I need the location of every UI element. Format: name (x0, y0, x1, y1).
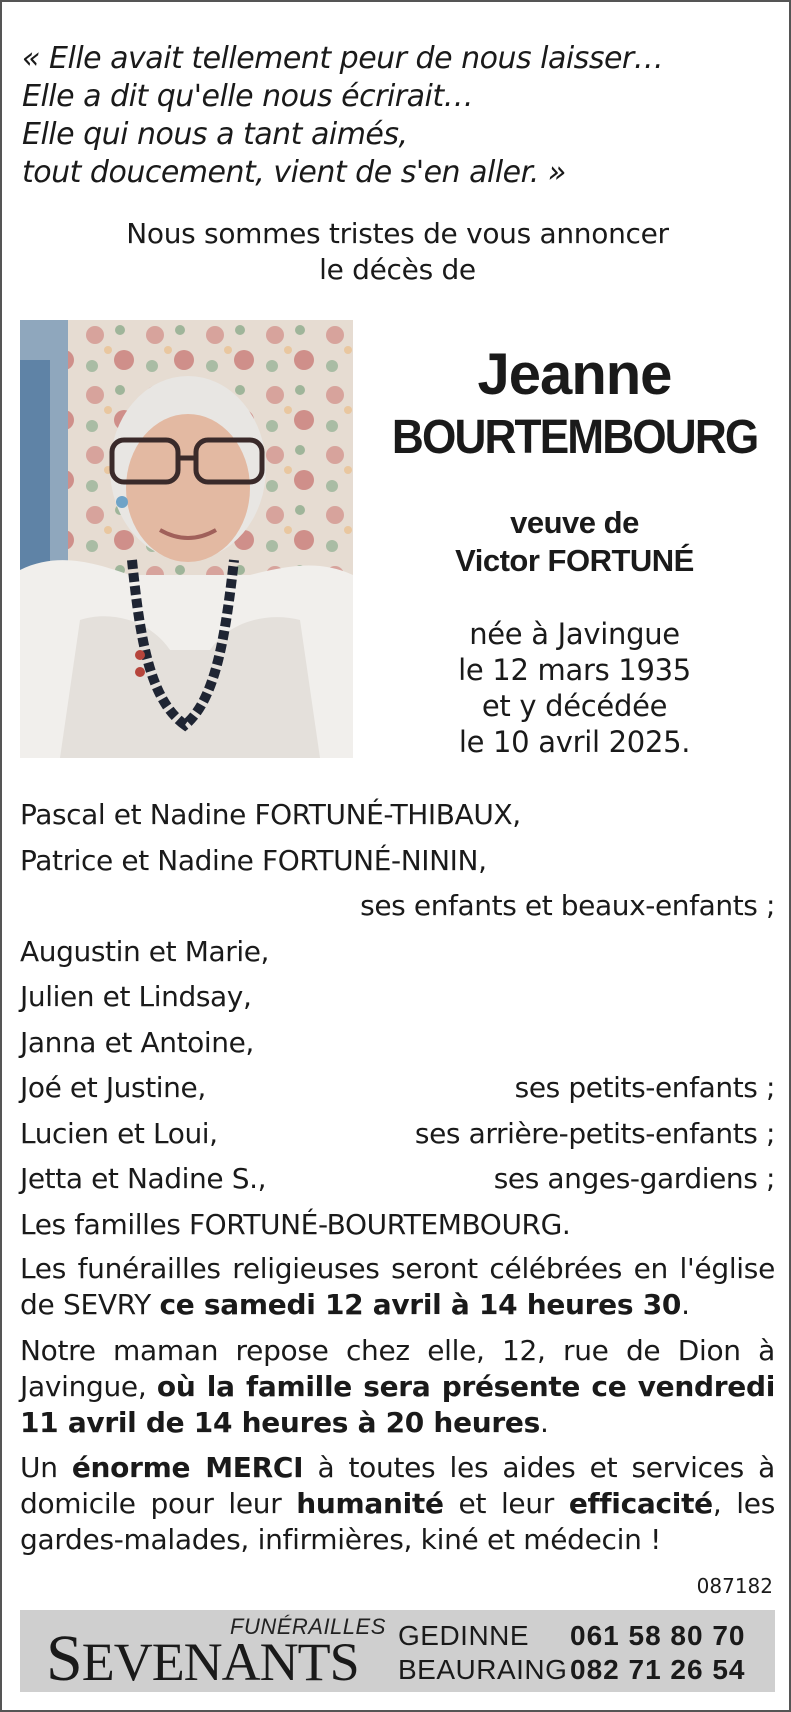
deceased-photo (20, 320, 353, 758)
rest-paragraph (20, 1333, 775, 1441)
spouse-name: Victor FORTUNÉ (455, 543, 694, 578)
family-relation: ses arrière-petits-enfants ; (414, 1116, 775, 1150)
notice-reference: 087182 (696, 1574, 773, 1598)
contact-phone[interactable]: 082 71 26 54 (570, 1654, 746, 1685)
family-row (20, 838, 775, 884)
contact-city: GEDINNE (398, 1620, 530, 1651)
widow-label: veuve de (510, 505, 639, 540)
family-row (20, 1156, 775, 1202)
birth-line: née à Javingue (469, 617, 680, 651)
birth-death-details (362, 616, 787, 760)
brand-name-rest: EVENANTS (81, 1632, 359, 1692)
thanks-text: Un (20, 1451, 72, 1484)
funeral-paragraph (20, 1251, 775, 1323)
rest-text: Notre maman repose chez elle, 12, rue de Dion à Javingue, (20, 1334, 775, 1403)
rest-visiting-hours: où la famille sera présente ce vendredi 11 avril de 14 heures à 20 heures (20, 1370, 775, 1439)
opening-quote (22, 40, 762, 192)
family-row (20, 929, 775, 975)
family-relation: ses anges-gardiens ; (493, 1162, 775, 1195)
funeral-text: Les funérailles religieuses seront célébrées en l'église de SEVRY (20, 1252, 775, 1321)
funeral-home-banner (20, 1610, 775, 1695)
brand-tagline: FUNÉRAILLES (230, 1614, 386, 1639)
rest-end: . (539, 1406, 549, 1439)
thanks-bold: humanité (296, 1487, 444, 1520)
contact-row (398, 1620, 746, 1652)
family-relation: ses enfants et beaux-enfants ; (360, 889, 775, 922)
family-names: Les familles FORTUNÉ-BOURTEMBOURG. (20, 1207, 571, 1241)
widow-of (362, 504, 787, 580)
birth-line: le 10 avril 2025. (458, 725, 691, 759)
family-names: Julien et Lindsay, (20, 980, 252, 1013)
thanks-bold: énorme MERCI (71, 1451, 304, 1484)
family-row (20, 1202, 775, 1248)
first-name: Jeanne (477, 342, 672, 407)
birth-line: le 12 mars 1935 (458, 653, 691, 687)
birth-line: et y décédée (481, 689, 668, 723)
family-row (20, 1065, 775, 1111)
thanks-text: et leur (443, 1487, 569, 1520)
last-name: BOURTEMBOURG (391, 411, 758, 464)
family-names: Janna et Antoine, (20, 1025, 254, 1059)
family-row (20, 1020, 775, 1066)
deceased-name (362, 342, 787, 468)
family-row (20, 1111, 775, 1157)
family-names: Pascal et Nadine FORTUNÉ-THIBAUX, (20, 798, 521, 831)
family-list (20, 792, 775, 1247)
quote-line: Elle a dit qu'elle nous écrirait… (22, 79, 474, 114)
funeral-datetime: ce samedi 12 avril à 14 heures 30 (159, 1288, 682, 1321)
portrait-illustration (20, 320, 353, 758)
funeral-end: . (681, 1288, 690, 1321)
thanks-paragraph (20, 1450, 775, 1558)
contact-phone[interactable]: 061 58 80 70 (570, 1620, 746, 1651)
family-names: Lucien et Loui, (20, 1116, 218, 1150)
announcement-intro (2, 216, 791, 288)
family-row (20, 974, 775, 1020)
quote-line: tout doucement, vient de s'en aller. » (22, 155, 566, 190)
family-names: Patrice et Nadine FORTUNÉ-NININ, (20, 843, 487, 877)
contact-city: BEAURAING (398, 1654, 568, 1685)
family-names: Joé et Justine, (20, 1071, 206, 1104)
family-relation: ses petits-enfants ; (514, 1071, 775, 1104)
thanks-text: , les gardes-malades, infirmières, kiné et médecin ! (20, 1487, 775, 1556)
family-names: Augustin et Marie, (20, 934, 270, 968)
quote-line: Elle qui nous a tant aimés, (22, 117, 408, 152)
family-row (20, 792, 775, 838)
contact-row (398, 1654, 746, 1686)
brand-initial: S (46, 1622, 82, 1695)
quote-line: « Elle avait tellement peur de nous laisser… (22, 41, 664, 76)
family-row (20, 883, 775, 929)
family-names: Jetta et Nadine S., (20, 1162, 267, 1195)
thanks-text: à toutes les aides et services à domicile pour leur (20, 1451, 775, 1520)
intro-line: le décès de (319, 253, 476, 286)
thanks-bold: efficacité (568, 1487, 713, 1520)
intro-line: Nous sommes tristes de vous annoncer (126, 217, 669, 250)
